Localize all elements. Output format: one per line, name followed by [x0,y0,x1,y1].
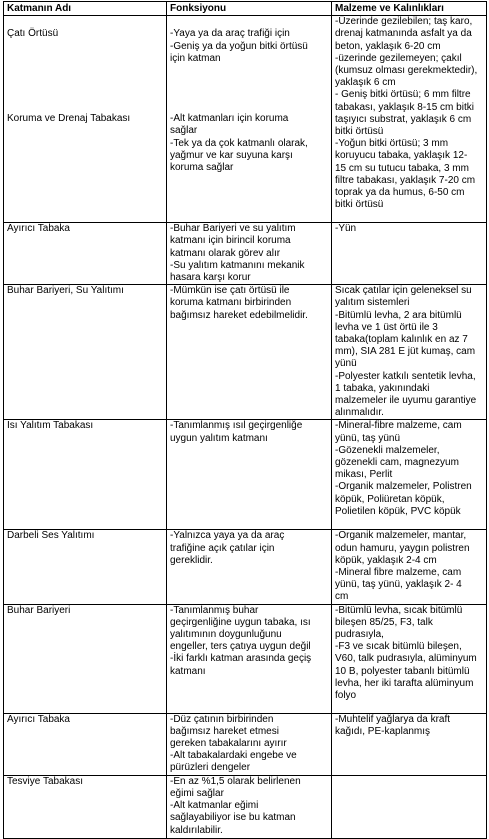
layer-name: Çatı Örtüsü [7,28,59,40]
table-row [4,713,487,775]
layer-name-cell [4,16,167,223]
function-text: -Yalnızca yaya ya da araç trafiğine açık çatılar için gereklidir. [167,530,332,604]
function-text: -Tanımlanmış buhar geçirgenliğine uygun tabaka, ısı yalıtımının doygunluğunu engeller, ters çatıya uygun değil -İki farklı katman arasında geçiş katmanı [167,604,332,713]
header-material: Malzeme ve Kalınlıkları [332,2,487,16]
header-function: Fonksiyonu [167,2,332,16]
table-row [4,285,487,420]
function-text: -Düz çatının birbirinden bağımsız hareket etmesi gereken tabakalarını ayırır -Alt tabakalardaki engebe ve pürüzleri dengeler [167,713,332,775]
layer-name: Isı Yalıtım Tabakası [4,420,167,530]
layer-name: Tesviye Tabakası [4,775,167,838]
material-text: -Muhtelif yağlarya da kraft kağıdı, PE-kaplanmış [332,713,487,775]
function-text: -Buhar Bariyeri ve su yalıtım katmanı için birincil koruma katmanı olarak görev alır -Su yalıtım katmanını mekanik hasara karşı korur [167,223,332,285]
layer-name: Buhar Bariyeri, Su Yalıtımı [4,285,167,420]
table-row [4,530,487,604]
layer-name: Darbeli Ses Yalıtımı [4,530,167,604]
layer-name: Buhar Bariyeri [4,604,167,713]
material-cell: -Üzerinde gezilebilen; taş karo, drenaj katmanında asfalt ya da beton, yaklaşık 6-20 cm -üzerinde gezilemeyen; çakıl (kumsuz olması gerekmektedir), yaklaşık 6 cm - Geniş bitki örtüsü; 6 mm filtre tabakası, yaklaşık 8-15 cm bitki taşıyıcı substrat, yaklaşık 6 cm bitki örtüsü -Yoğun bitki örtüsü; 3 mm koruyucu tabaka, yaklaşık 12- 15 cm su tutucu tabaka, 3 mm filtre tabakası, yaklaşık 7-20 cm toprak ya da humus, 6-50 cm bitki örtüsü [332,16,487,223]
function-text: -Mümkün ise çatı örtüsü ile koruma katmanı birbirinden bağımsız hareket edebilmelidir. [167,285,332,420]
header-layer-name: Katmanın Adı [4,2,167,16]
function-text: -Tanımlanmış ısıl geçirgenliğe uygun yalıtım katmanı [167,420,332,530]
material-text [332,775,487,838]
function-text: -En az %1,5 olarak belirlenen eğimi sağlar -Alt katmanlar eğimi sağlayabiliyor ise bu katman kaldırılabilir. [167,775,332,838]
layer-name: Koruma ve Drenaj Tabakası [7,112,131,124]
function-text: -Yaya ya da araç trafiği için -Geniş ya da yoğun bitki örtüsü için katman [170,28,308,64]
material-text: Sıcak çatılar için geleneksel su yalıtım sistemleri -Bitümlü levha, 2 ara bitümlü levha ve 1 üst örtü ile 3 tabaka(toplam kalınlık en az 7 mm), SIA 281 E jüt kumaş, cam yünü -Polyester katkılı sentetik levha, 1 tabaka, yakınındaki malzemeler ile uyumu garantiye alınmalıdır. [332,285,487,420]
layer-name: Ayırıcı Tabaka [4,223,167,285]
header-row [4,2,487,16]
table-row [4,604,487,713]
material-text: -Bitümlü levha, sıcak bitümlü bileşen 85/25, F3, talk pudrasıyla, -F3 ve sıcak bitümlü bileşen, V60, talk pudrasıyla, alüminyum 10 B, polyester tabanlı bitümlü levha, her iki tarafta alüminyum folyo [332,604,487,713]
material-text: -Organik malzemeler, mantar, odun hamuru, yaygın polistren köpük, yaklaşık 2-4 cm -Mineral fibre malzeme, cam yünü, taş yünü, yaklaşık 2- 4 cm [332,530,487,604]
table-row [4,420,487,530]
layers-table [3,1,487,839]
function-text: -Alt katmanları için koruma sağlar -Tek ya da çok katmanlı olarak, yağmur ve kar suyuna karşı koruma sağlar [170,113,308,174]
layer-name: Ayırıcı Tabaka [4,713,167,775]
table-row [4,775,487,838]
material-text: -Mineral-fibre malzeme, cam yünü, taş yünü -Gözenekli malzemeler, gözenekli cam, magnezyum mikası, Perlit -Organik malzemeler, Polistren köpük, Poliüretan köpük, Polietilen köpük, PVC köpük [332,420,487,530]
material-text: -Yün [332,223,487,285]
function-cell [167,16,332,223]
table-row [4,223,487,285]
table-row [4,16,487,223]
